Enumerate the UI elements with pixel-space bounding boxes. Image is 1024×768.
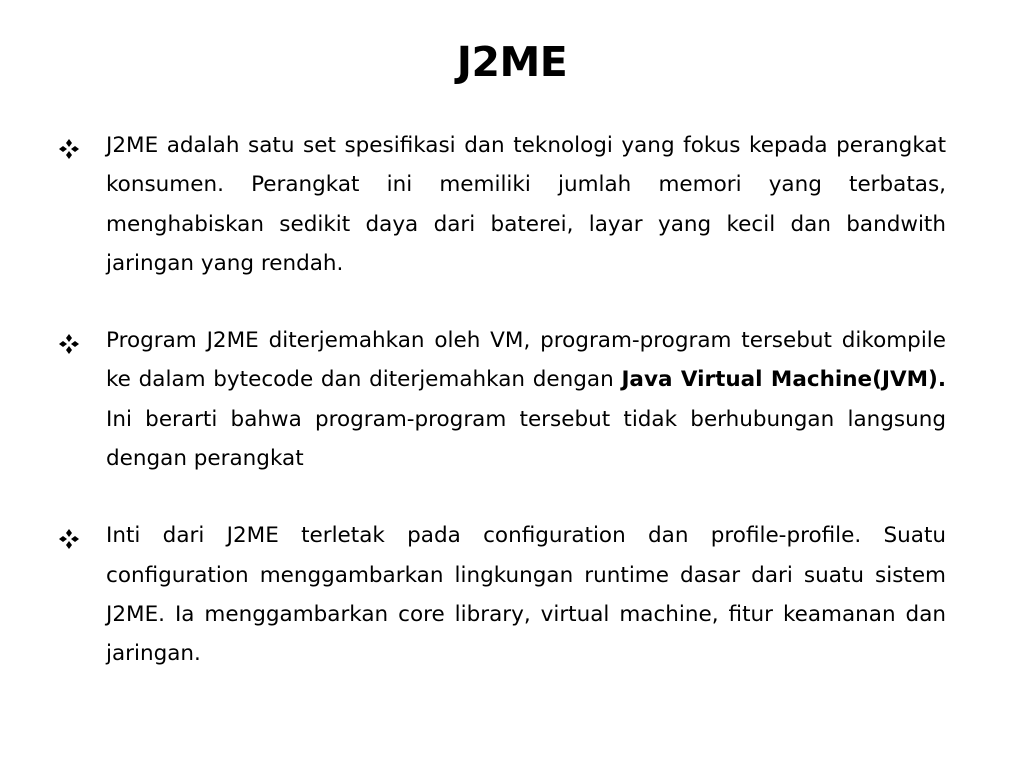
bullet-item — [54, 126, 946, 283]
bullet-text-after: Ini berarti bahwa program-program tersebut tidak berhubungan langsung dengan perangkat — [106, 406, 946, 472]
four-diamond-bullet-icon — [58, 333, 80, 355]
four-diamond-bullet-icon — [58, 138, 80, 160]
bullet-text — [106, 321, 946, 478]
bullet-text-before: Program J2ME diterjemahkan oleh VM, program-program tersebut dikompile ke dalam bytecode dan diterjemahkan dengan — [106, 328, 946, 393]
four-diamond-bullet-icon — [58, 528, 80, 550]
slide-title: J2ME — [456, 38, 568, 86]
bullet-text: Inti dari J2ME terletak pada configuration dan profile-profile. Suatu configuration menggambarkan lingkungan runtime dasar dari suatu sistem J2ME. Ia menggambarkan core library, virtual machine, fitur keamanan dan jaringan. — [106, 523, 946, 667]
bullet-text: J2ME adalah satu set spesifikasi dan teknologi yang fokus kepada perangkat konsumen. Perangkat ini memiliki jumlah memori yang terbatas, menghabiskan sedikit daya dari baterei, layar yang kecil dan bandwith jaringan yang rendah. — [106, 133, 946, 276]
bullet-item — [54, 321, 946, 478]
bullet-bold-text: Java Virtual Machine(JVM). — [621, 367, 946, 393]
bullet-list — [54, 126, 946, 712]
bullet-item — [54, 516, 946, 673]
